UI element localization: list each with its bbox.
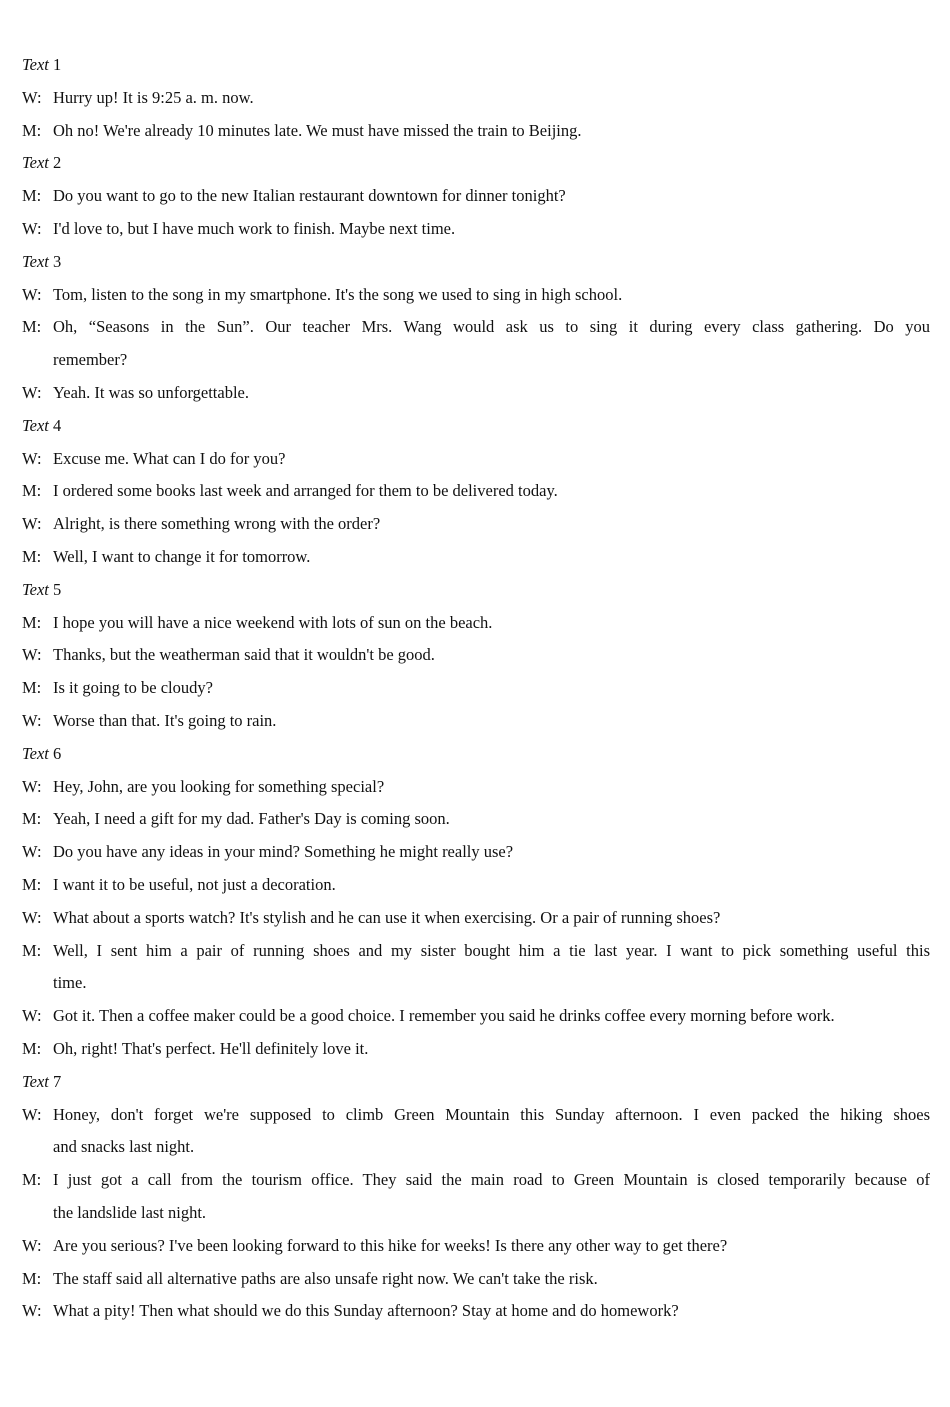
speaker-label: M: [22, 120, 42, 140]
section-heading-number: 7 [53, 1071, 62, 1091]
dialogue-line [22, 1163, 930, 1196]
speaker-label: W: [22, 219, 42, 238]
section-heading-number: 6 [53, 743, 62, 763]
dialogue-text: Alright, is there something wrong with the order? [53, 514, 381, 534]
dialogue-line [22, 1032, 930, 1065]
speaker-label: W: [22, 711, 42, 730]
speaker-label: W: [22, 1235, 42, 1255]
dialogue-line [22, 278, 930, 311]
dialogue-text: Hey, John, are you looking for something special? [53, 776, 385, 796]
dialogue-text: I want it to be useful, not just a decoration. [53, 875, 336, 894]
dialogue-text: Well, I want to change it for tomorrow. [53, 547, 311, 566]
section-heading-label: Text [22, 415, 49, 435]
dialogue-line [22, 1262, 930, 1295]
dialogue-text: The staff said all alternative paths are also unsafe right now. We can't take the risk. [53, 1268, 598, 1288]
section-heading-label: Text [22, 55, 49, 74]
dialogue-line [22, 507, 930, 540]
section-heading-label: Text [22, 743, 49, 763]
dialogue-line [22, 638, 930, 671]
speaker-label: M: [22, 317, 42, 337]
speaker-label: W: [22, 1104, 42, 1124]
dialogue-text: I ordered some books last week and arranged for them to be delivered today. [53, 481, 558, 501]
dialogue-text: Oh, “Seasons in the Sun”. Our teacher Mrs. Wang would ask us to sing it during every class gathering. Do you [53, 317, 930, 337]
dialogue-line [22, 770, 930, 803]
dialogue-text: Excuse me. What can I do for you? [53, 448, 286, 468]
dialogue-text: Well, I sent him a pair of running shoes and my sister bought him a tie last year. I want to pick something useful this [53, 940, 930, 960]
dialogue-line [22, 1098, 930, 1131]
dialogue-continuation: remember? [53, 350, 128, 370]
dialogue-text: Are you serious? I've been looking forward to this hike for weeks! Is there any other way to get there? [53, 1235, 728, 1255]
speaker-label: M: [22, 1170, 42, 1190]
dialogue-line [22, 179, 930, 212]
speaker-label: W: [22, 645, 42, 665]
section-heading [22, 573, 930, 606]
dialogue-line [22, 802, 930, 835]
section-heading [22, 1065, 930, 1098]
dialogue-text: What a pity! Then what should we do this Sunday afternoon? Stay at home and do homework? [53, 1301, 679, 1321]
dialogue-line [22, 1229, 930, 1262]
speaker-label: W: [22, 842, 42, 862]
section-heading-number: 1 [53, 55, 62, 74]
dialogue-text: Yeah, I need a gift for my dad. Father's Day is coming soon. [53, 809, 450, 829]
speaker-label: M: [22, 547, 42, 566]
speaker-label: W: [22, 383, 42, 402]
dialogue-line [22, 999, 930, 1032]
section-heading-label: Text [22, 1071, 49, 1091]
dialogue-line [22, 835, 930, 868]
dialogue-text: Hurry up! It is 9:25 a. m. now. [53, 87, 254, 107]
dialogue-line [22, 1294, 930, 1327]
dialogue-line [22, 114, 930, 147]
dialogue-line [22, 212, 930, 245]
section-heading [22, 245, 930, 278]
speaker-label: W: [22, 448, 42, 468]
speaker-label: M: [22, 186, 42, 206]
dialogue-text: Worse than that. It's going to rain. [53, 711, 277, 730]
section-heading-number: 2 [53, 153, 62, 173]
dialogue-text: Do you want to go to the new Italian restaurant downtown for dinner tonight? [53, 186, 566, 206]
dialogue-text: I hope you will have a nice weekend with lots of sun on the beach. [53, 612, 493, 632]
dialogue-continuation: and snacks last night. [53, 1137, 195, 1157]
speaker-label: M: [22, 1268, 42, 1288]
speaker-label: W: [22, 1301, 42, 1321]
dialogue-text: Is it going to be cloudy? [53, 678, 213, 698]
speaker-label: W: [22, 907, 42, 927]
dialogue-text: I just got a call from the tourism office. They said the main road to Green Mountain is closed temporarily because of [53, 1170, 930, 1190]
section-heading-label: Text [22, 579, 49, 599]
dialogue-line [22, 671, 930, 704]
dialogue-continuation: time. [53, 973, 87, 993]
dialogue-line [22, 540, 930, 573]
section-heading [22, 48, 930, 81]
speaker-label: M: [22, 678, 42, 698]
section-heading-number: 4 [53, 415, 62, 435]
dialogue-line [22, 81, 930, 114]
dialogue-text: What about a sports watch? It's stylish and he can use it when exercising. Or a pair of running shoes? [53, 907, 721, 927]
section-heading-number: 5 [53, 579, 62, 599]
dialogue-text: Honey, don't forget we're supposed to climb Green Mountain this Sunday afternoon. I even packed the hiking shoes [53, 1104, 930, 1124]
dialogue-line [22, 901, 930, 934]
dialogue-text: Thanks, but the weatherman said that it wouldn't be good. [53, 645, 435, 665]
dialogue-line [22, 310, 930, 343]
dialogue-text: Got it. Then a coffee maker could be a good choice. I remember you said he drinks coffee every morning before work. [53, 1006, 835, 1026]
section-heading [22, 737, 930, 770]
section-heading [22, 409, 930, 442]
speaker-label: W: [22, 284, 42, 304]
dialogue-continuation: the landslide last night. [53, 1203, 207, 1222]
speaker-label: M: [22, 612, 42, 632]
dialogue-line [22, 934, 930, 967]
speaker-label: M: [22, 809, 42, 829]
dialogue-text: Do you have any ideas in your mind? Something he might really use? [53, 842, 514, 862]
speaker-label: W: [22, 776, 42, 796]
section-heading-label: Text [22, 251, 49, 271]
section-heading [22, 146, 930, 179]
dialogue-text: Oh no! We're already 10 minutes late. We must have missed the train to Beijing. [53, 120, 582, 140]
dialogue-text: Oh, right! That's perfect. He'll definitely love it. [53, 1039, 369, 1058]
speaker-label: M: [22, 875, 42, 894]
section-heading-number: 3 [53, 251, 62, 271]
dialogue-line [22, 868, 930, 901]
dialogue-text: Tom, listen to the song in my smartphone. It's the song we used to sing in high school. [53, 284, 623, 304]
dialogue-text: Yeah. It was so unforgettable. [53, 383, 249, 402]
speaker-label: M: [22, 481, 42, 501]
speaker-label: W: [22, 514, 42, 534]
speaker-label: W: [22, 87, 42, 107]
speaker-label: M: [22, 1039, 42, 1058]
speaker-label: M: [22, 940, 42, 960]
dialogue-line [22, 442, 930, 475]
dialogue-line [22, 474, 930, 507]
dialogue-line [22, 606, 930, 639]
speaker-label: W: [22, 1006, 42, 1026]
section-heading-label: Text [22, 153, 49, 173]
dialogue-text: I'd love to, but I have much work to finish. Maybe next time. [53, 219, 456, 238]
dialogue-line [22, 376, 930, 409]
dialogue-line [22, 704, 930, 737]
